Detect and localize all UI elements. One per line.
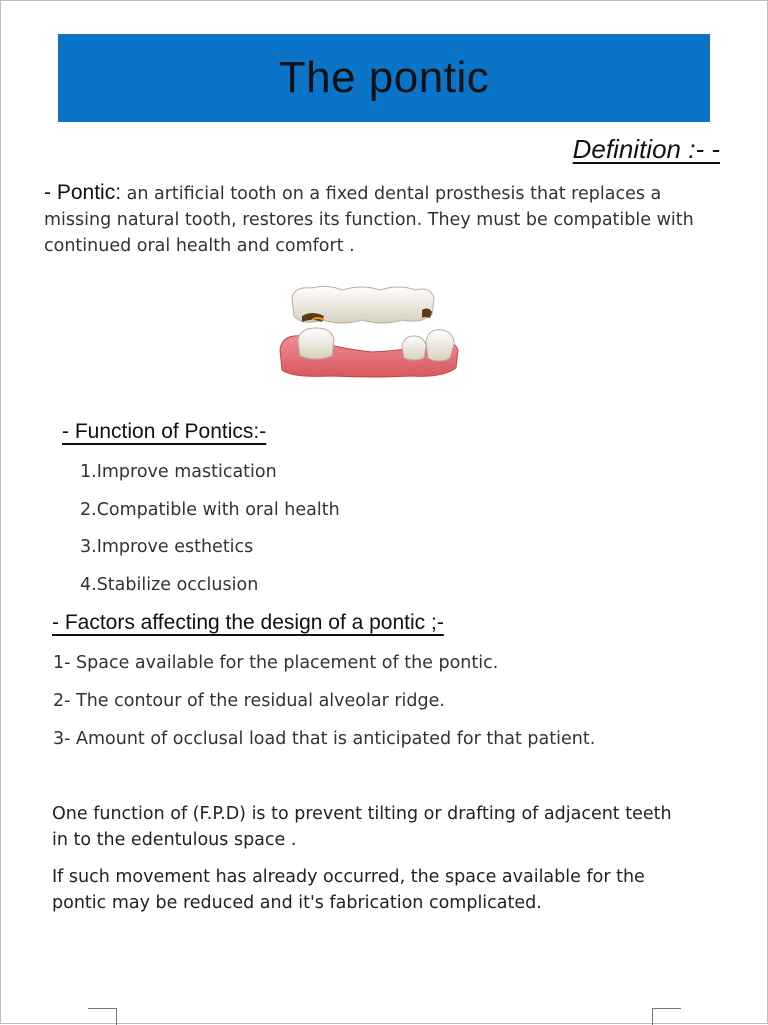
list-item: 3.Improve esthetics (80, 537, 254, 557)
functions-list (80, 461, 340, 611)
list-item: 3- Amount of occlusal load that is anticipated for that patient. (53, 729, 596, 749)
list-item: 2.Compatible with oral health (80, 499, 340, 520)
note-paragraph: One function of (F.P.D) is to prevent tilting or drafting of adjacent teeth in to the edentulous space . (52, 804, 672, 850)
title-banner (58, 34, 710, 122)
list-item: 1.Improve mastication (80, 462, 277, 482)
list-item: 2- The contour of the residual alveolar ridge. (53, 691, 445, 711)
factors-heading: - Factors affecting the design of a pontic ;- (52, 611, 444, 634)
definition-text: an artificial tooth on a fixed dental prosthesis that replaces a missing natural tooth, restores its function. They must be compatible with continued oral health and comfort . (44, 184, 694, 256)
dental-bridge-illustration (272, 270, 468, 386)
factors-list (53, 652, 595, 766)
functions-heading: - Function of Pontics:- (62, 420, 267, 443)
page-corner-mark-right (652, 1008, 681, 1025)
abutment-tooth-left (298, 328, 334, 359)
natural-tooth (426, 330, 454, 361)
abutment-tooth-right (402, 336, 426, 360)
definition-term: - Pontic: (44, 181, 122, 204)
definition-heading: Definition :- - (572, 134, 720, 164)
list-item: 4.Stabilize occlusion (80, 574, 259, 595)
page-title: The pontic (278, 53, 490, 102)
page-corner-mark-left (88, 1008, 117, 1025)
definition-paragraph (44, 180, 734, 259)
list-item: 1- Space available for the placement of the pontic. (53, 653, 499, 673)
note-paragraph: If such movement has already occurred, the space available for the pontic may be reduced and it's fabrication complicated. (52, 867, 645, 913)
